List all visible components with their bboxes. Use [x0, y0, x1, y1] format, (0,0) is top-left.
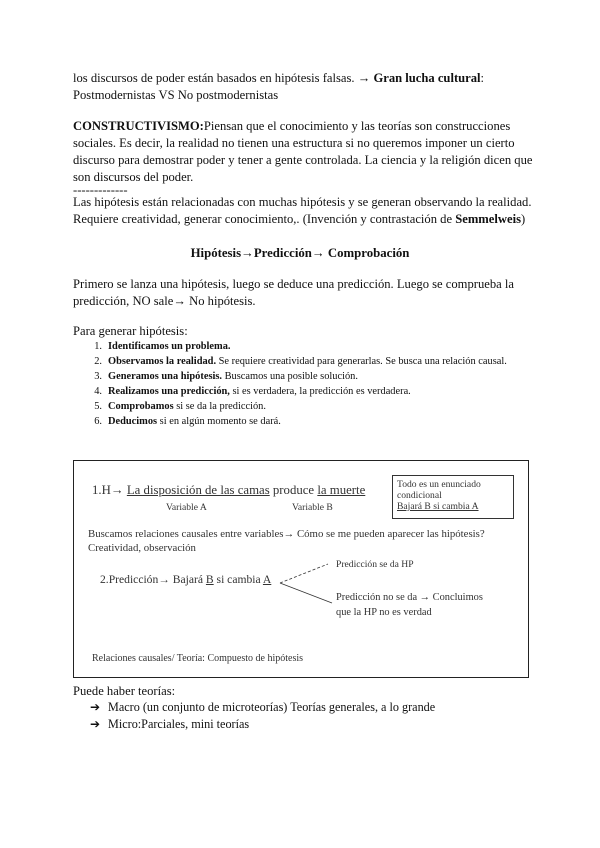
steps-list [82, 341, 522, 431]
theories-list [90, 699, 435, 733]
arrow-bullet-icon: ➔ [90, 717, 101, 731]
figure-note-box: Todo es un enunciado condicional Bajará B si cambia A [392, 475, 514, 519]
list-item: ➔ Macro (un conjunto de microteorías) Teorías generales, a lo grande [90, 700, 436, 714]
figure-branch-lines [274, 559, 344, 609]
bold-term: CONSTRUCTIVISMO: [73, 119, 204, 133]
text-punct: : [480, 71, 485, 85]
figure-variable-b-text: la muerte [317, 483, 366, 497]
figure-branch-yes: Predicción se da HP [336, 559, 414, 570]
paragraph-hipotesis [73, 194, 533, 228]
figure-var-b-label: Variable B [292, 502, 333, 513]
list-item: 2. Observamos la realidad. Se requiere creatividad para generarlas. Se busca una relación causal. [94, 356, 507, 367]
figure-branch-no: Predicción no se da → Concluimos [336, 592, 483, 603]
figure-variable-a-text: La disposición de las camas [126, 483, 270, 497]
list-item: ➔ Micro:Parciales, mini teorías [90, 717, 250, 731]
figure-search-line: Buscamos relaciones causales entre variables→ Cómo se me pueden aparecer las hipótesis? [88, 528, 485, 540]
figure-hypothesis: 1.H→ La disposición de las camas produce la muerte [92, 483, 366, 497]
paragraph-text: Piensan que el conocimiento y las teorías son construcciones sociales. Es decir, la realidad no tienen una estructura si no queremos imponer un cierto discurso para demostrar poder y tener a gente controlada. La ciencia y la religión dicen que son discursos del poder. [73, 119, 533, 184]
list-intro: Para generar hipótesis: [73, 324, 188, 338]
list-item: 1. Identificamos un problema. [94, 341, 231, 352]
bold-term: Gran lucha cultural [373, 71, 481, 85]
bold-term: Semmelweis [455, 212, 521, 226]
list-item: 3. Generamos una hipótesis. Buscamos una posible solución. [94, 371, 358, 382]
figure-branch-no: que la HP no es verdad [336, 607, 432, 618]
list-item: 6. Deducimos si en algún momento se dará. [94, 416, 281, 427]
list-item: 5. Comprobamos si se da la predicción. [94, 401, 266, 412]
paragraph-text: Las hipótesis están relacionadas con muchas hipótesis y se generan observando la realidad. Requiere creatividad, generar conocimiento,. (Invención y contrastación de [73, 195, 532, 226]
figure-search-line: Creatividad, observación [88, 542, 196, 554]
paragraph-constructivismo [73, 118, 533, 186]
branch-line-upper [280, 564, 328, 583]
embedded-figure [73, 460, 529, 678]
text-punct: ) [520, 212, 526, 226]
list-item: 4. Realizamos una predicción, si es verdadera, la predicción es verdadera. [94, 386, 411, 397]
arrow-bullet-icon: ➔ [90, 700, 101, 714]
text-line: Postmodernistas VS No postmodernistas [73, 88, 279, 102]
figure-footer: Relaciones causales/ Teoría: Compuesto de hipótesis [92, 653, 304, 664]
separator: ------------- [73, 183, 128, 197]
branch-line-lower [280, 583, 332, 603]
theories-intro: Puede haber teorías: [73, 684, 176, 698]
figure-var-a-label: Variable A [166, 502, 207, 513]
figure-prediction: 2.Predicción→ Bajará B si cambia A [100, 573, 272, 586]
paragraph-prediccion: Primero se lanza una hipótesis, luego se deduce una predicción. Luego se comprueba la predicción, NO sale→ No hipótesis. [73, 277, 514, 308]
text-line: los discursos de poder están basados en hipótesis falsas. → [73, 71, 371, 85]
paragraph-discursos [73, 70, 533, 104]
section-title: Hipótesis→Predicción→ Comprobación [190, 246, 410, 260]
